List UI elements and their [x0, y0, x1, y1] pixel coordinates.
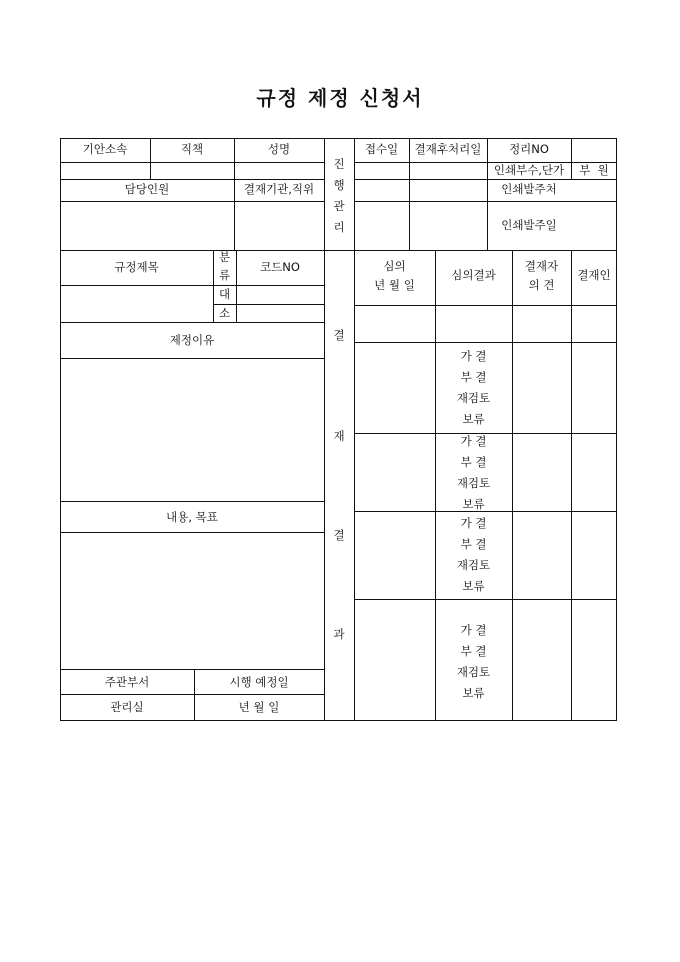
result-options-4: 가 결 부 결 재검토 보류	[456, 623, 491, 700]
print-copies-label: 인쇄부수,단가	[493, 163, 565, 177]
approval-org-label: 결재기관,직위	[243, 182, 315, 196]
approval-result-char-1: 결	[333, 328, 345, 342]
classification-label: 분 류	[218, 250, 231, 282]
approver-opinion-label: 결재자 의 견	[524, 259, 559, 292]
large-class-label: 대	[218, 287, 231, 301]
content-goal-label: 내용, 목표	[166, 510, 218, 524]
regulation-title-label: 규정제목	[114, 260, 159, 274]
page-title: 규정 제정 신청서	[256, 86, 424, 110]
approval-result-char-2: 재	[333, 429, 345, 443]
progress-management-label: 진 행 관 리	[333, 157, 345, 234]
dept-label: 주관부서	[104, 675, 150, 689]
print-place-label: 인쇄발주처	[501, 182, 557, 196]
print-date-label: 인쇄발주일	[501, 218, 557, 232]
approver-label: 결재인	[577, 268, 611, 282]
code-no-label: 코드NO	[260, 260, 300, 274]
review-date-label: 심의 년 월 일	[374, 259, 415, 292]
name-label: 성명	[267, 142, 291, 156]
position-label: 직책	[180, 142, 204, 156]
review-result-label: 심의결과	[451, 268, 496, 282]
small-class-label: 소	[218, 306, 231, 320]
schedule-label: 시행 예정일	[229, 675, 289, 689]
manager-label: 담당인원	[124, 182, 170, 196]
result-options-1: 가 결 부 결 재검토 보류	[456, 349, 491, 426]
received-date-label: 접수일	[364, 142, 399, 156]
approval-result-char-4: 과	[333, 627, 345, 641]
copies-unit-label: 부 원	[579, 163, 609, 177]
ymd-label: 년 월 일	[238, 700, 280, 714]
affiliation-label: 기안소속	[82, 142, 128, 156]
result-options-3: 가 결 부 결 재검토 보류	[456, 516, 491, 593]
post-approval-date-label: 결재후처리일	[414, 142, 482, 156]
arrange-no-label: 정리NO	[509, 142, 549, 156]
approval-result-char-3: 결	[333, 528, 345, 542]
reason-label: 제정이유	[169, 333, 215, 347]
result-options-2: 가 결 부 결 재검토 보류	[456, 434, 491, 511]
office-label: 관리실	[110, 700, 144, 714]
